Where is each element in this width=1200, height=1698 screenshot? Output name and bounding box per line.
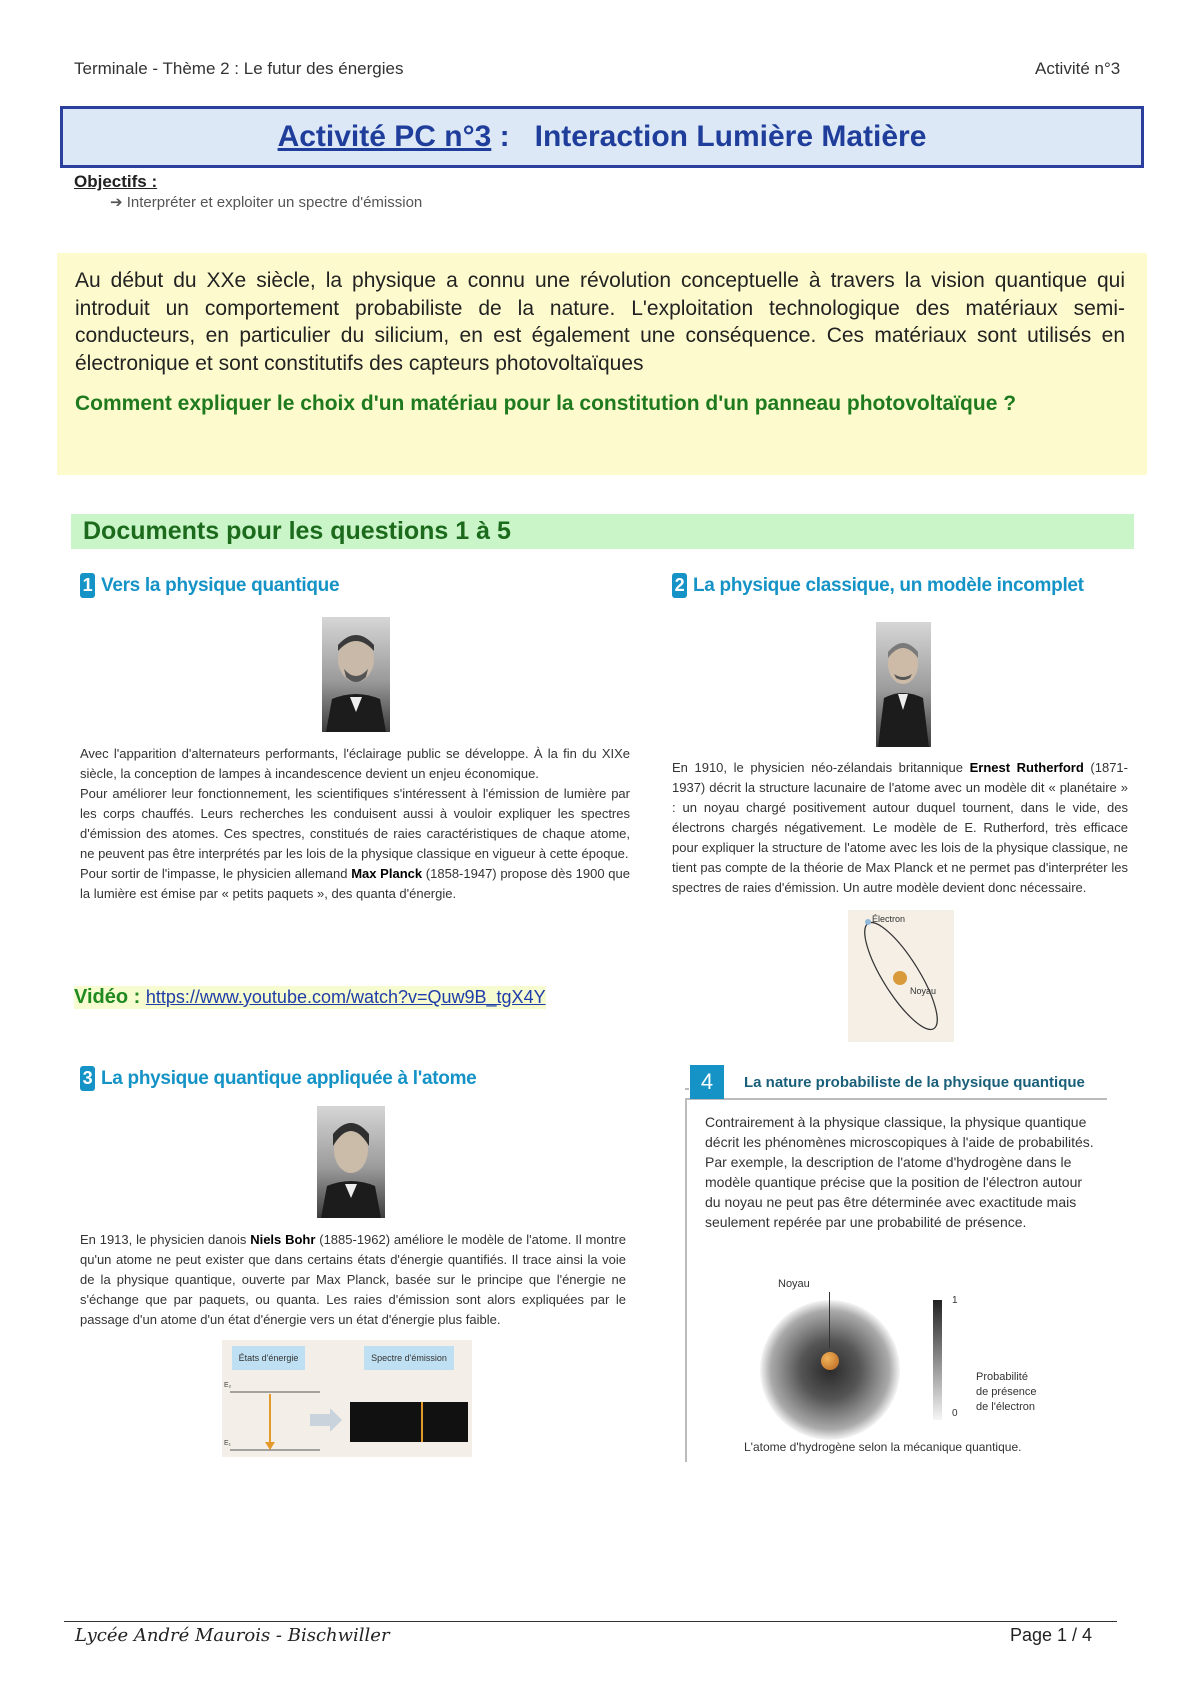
doc3-number: 3 bbox=[80, 1066, 95, 1091]
max-planck-name: Max Planck bbox=[351, 866, 423, 881]
doc1-text bbox=[80, 744, 630, 904]
energy-spectrum-diagram bbox=[222, 1340, 472, 1457]
energy-states-box: États d'énergie bbox=[232, 1346, 305, 1370]
scale-legend bbox=[976, 1370, 1037, 1415]
probability-scale-bar bbox=[933, 1300, 942, 1420]
nucleus-dot bbox=[821, 1352, 839, 1370]
niels-bohr-name: Niels Bohr bbox=[250, 1232, 316, 1247]
probability-cloud bbox=[760, 1300, 900, 1440]
legend-line-1: Probabilité bbox=[976, 1371, 1028, 1383]
doc4-paragraph-2: Par exemple, la description de l'atome d'hydrogène dans le modèle quantique précise que la position de l'électron autour du noyau ne peut pas être déterminée avec exactitude mais seulement repérée par une probabilité de présence. bbox=[705, 1154, 1083, 1230]
doc4-heading bbox=[690, 1065, 1085, 1099]
footer-divider bbox=[64, 1621, 1117, 1622]
energy-level-e1: E₁ bbox=[224, 1440, 232, 1447]
objectives-label: Objectifs : bbox=[74, 172, 158, 191]
legend-line-3: de l'électron bbox=[976, 1401, 1035, 1413]
doc1-paragraph-3: Pour sortir de l'impasse, le physicien allemand Max Planck (1858-1947) propose dès 1900 que la lumière est émise par « petits paquets », des quanta d'énergie. bbox=[80, 866, 630, 901]
title-activity: Activité PC n°3 bbox=[277, 120, 492, 153]
emission-spectrum-box: Spectre d'émission bbox=[364, 1346, 454, 1370]
doc1-paragraph-2: Pour améliorer leur fonctionnement, les scientifiques s'intéressent à l'émission de lumière par les corps chauffés. Leurs recherches les conduisent aussi à vouloir expliquer les spectres d'émission des atomes. Ces spectres, constitués de raies caractéristiques de chaque atome, ne peuvent pas être interprétés par les lois de la physique classique en vigueur à cette époque. bbox=[80, 786, 630, 861]
doc4-caption: L'atome d'hydrogène selon la mécanique quantique. bbox=[744, 1440, 1022, 1454]
nucleus-pointer-line bbox=[829, 1292, 830, 1348]
doc3-title: La physique quantique appliquée à l'atome bbox=[101, 1067, 477, 1089]
doc1-title: Vers la physique quantique bbox=[101, 574, 340, 596]
doc4-number: 4 bbox=[690, 1065, 724, 1099]
doc1-paragraph-1: Avec l'apparition d'alternateurs performants, l'éclairage public se développe. À la fin du XIXe siècle, la conception de lampes à incandescence devient un enjeu économique. bbox=[80, 746, 630, 781]
rutherford-portrait bbox=[876, 622, 931, 747]
doc2-number: 2 bbox=[672, 573, 687, 598]
doc2-heading bbox=[672, 573, 1084, 598]
footer-school: Lycée André Maurois - Bischwiller bbox=[75, 1625, 390, 1646]
doc4-text bbox=[705, 1112, 1097, 1232]
electron-label: Électron bbox=[872, 914, 906, 924]
scale-bottom-label: 0 bbox=[952, 1408, 958, 1419]
nucleus-label: Noyau bbox=[910, 986, 937, 996]
documents-title: Documents pour les questions 1 à 5 bbox=[71, 514, 1134, 549]
video-line bbox=[74, 986, 546, 1009]
doc2-text: En 1910, le physicien néo-zélandais britannique Ernest Rutherford (1871-1937) décrit la structure lacunaire de l'atome avec un modèle dit « planétaire » : un noyau chargé positivement autour duquel tournent, dans le vide, des électrons chargés négativement. Le modèle de E. Rutherford, très efficace pour expliquer la structure de l'atome avec les lois de la physique classique, ne tient pas compte de la théorie de Max Planck et ne permet pas d'interpréter les spectres de raies d'émission. Un autre modèle devient donc nécessaire. bbox=[672, 760, 1128, 895]
title-box bbox=[60, 106, 1144, 168]
video-label: Vidéo : bbox=[74, 986, 141, 1008]
nucleus-label-doc4: Noyau bbox=[778, 1278, 810, 1290]
intro-box bbox=[57, 253, 1147, 475]
doc3-heading bbox=[80, 1066, 476, 1091]
video-link[interactable]: https://www.youtube.com/watch?v=Quw9B_tgX4Y bbox=[145, 987, 546, 1007]
doc4-paragraph-1: Contrairement à la physique classique, la physique quantique décrit les phénomènes microscopiques à l'aide de probabilités. bbox=[705, 1114, 1094, 1150]
rutherford-atom-diagram bbox=[848, 910, 954, 1042]
doc1-number: 1 bbox=[80, 573, 95, 598]
doc3-text: En 1913, le physicien danois Niels Bohr (1885-1962) améliore le modèle de l'atome. Il montre qu'un atome ne peut exister que dans certains états d'énergie quantifiés. Il trace ainsi la voie de la physique quantique, ouverte par Max Planck, basée sur le principe que l'énergie ne s'échange que par paquets, ou quanta. Les raies d'émission sont alors expliquées par le passage d'un atome d'un état d'énergie vers un état d'énergie plus faible. bbox=[80, 1232, 626, 1327]
intro-question: Comment expliquer le choix d'un matériau pour la constitution d'un panneau photovoltaïque ? bbox=[75, 392, 1017, 415]
header-left: Terminale - Thème 2 : Le futur des énergies bbox=[74, 59, 404, 78]
objective-item bbox=[110, 193, 422, 211]
title-subject: Interaction Lumière Matière bbox=[534, 120, 927, 153]
title-separator: : bbox=[491, 120, 535, 153]
max-planck-portrait bbox=[322, 617, 390, 732]
energy-level-e2: E₂ bbox=[224, 1382, 232, 1389]
header-right: Activité n°3 bbox=[1035, 59, 1121, 78]
arrow-right-icon: ➔ bbox=[110, 194, 127, 211]
doc1-heading bbox=[80, 573, 339, 598]
rutherford-name: Ernest Rutherford bbox=[969, 760, 1084, 775]
intro-text: Au début du XXe siècle, la physique a connu une révolution conceptuelle à travers la vision quantique qui introduit un comportement probabiliste de la nature. L'exploitation technologique des matériaux semi-conducteurs, en particulier du silicium, en est également une conséquence. Ces matériaux sont utilisés en électronique et sont constitutifs des capteurs photovoltaïques bbox=[75, 269, 1125, 375]
footer-page-number: Page 1 / 4 bbox=[1010, 1625, 1093, 1645]
doc4-title: La nature probabiliste de la physique quantique bbox=[744, 1073, 1085, 1091]
scale-top-label: 1 bbox=[952, 1295, 958, 1306]
doc2-title: La physique classique, un modèle incomplet bbox=[693, 574, 1084, 596]
objective-text: Interpréter et exploiter un spectre d'émission bbox=[126, 194, 423, 211]
legend-line-2: de présence bbox=[976, 1386, 1037, 1398]
niels-bohr-portrait bbox=[317, 1106, 385, 1218]
